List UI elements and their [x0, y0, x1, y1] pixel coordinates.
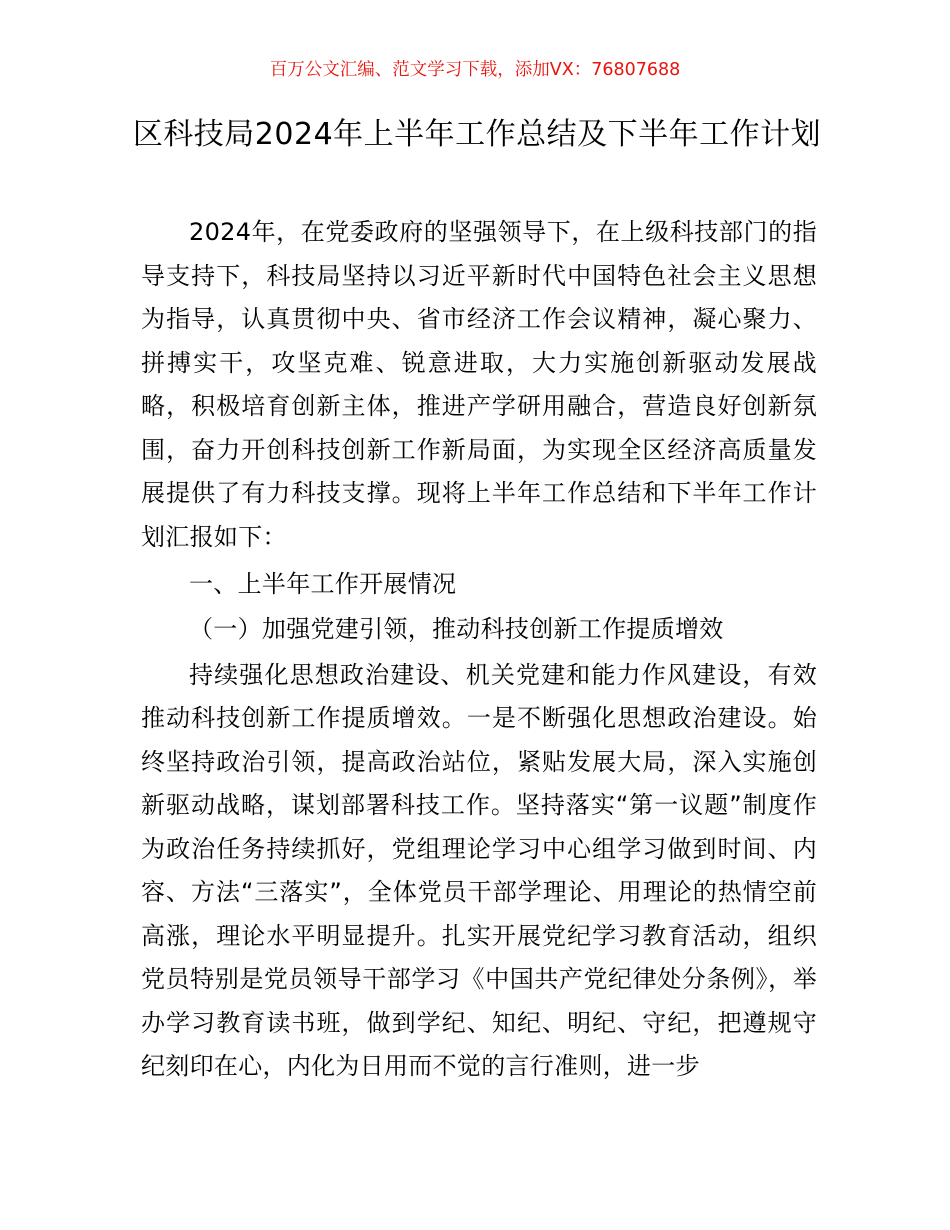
document-body	[141, 211, 817, 1089]
subsection-heading: （一）加强党建引领，推动科技创新工作提质增效	[189, 615, 724, 643]
section-heading: 一、上半年工作开展情况	[189, 569, 457, 598]
intro-paragraph: 2024年，在党委政府的坚强领导下，在上级科技部门的指导支持下，科技局坚持以习近平新时代中国特色社会主义思想为指导，认真贯彻中央、省市经济工作会议精神，凝心聚力、拼搏实干，攻坚克难、锐意进取，大力实施创新驱动发展战略，积极培育创新主体，推进产学研用融合，营造良好创新氛围，奋力开创科技创新工作新局面，为实现全区经济高质量发展提供了有力科技支撑。现将上半年工作总结和下半年工作计划汇报如下：	[141, 218, 817, 551]
document-title: 区科技局2024年上半年工作总结及下半年工作计划	[132, 117, 822, 152]
header-watermark: 百万公文汇编、范文学习下载，添加VX：76807688	[269, 60, 681, 80]
body-paragraph: 持续强化思想政治建设、机关党建和能力作风建设，有效推动科技创新工作提质增效。一是不断强化思想政治建设。始终坚持政治引领，提高政治站位，紧贴发展大局，深入实施创新驱动战略，谋划部署科技工作。坚持落实“第一议题”制度作为政治任务持续抓好，党组理论学习中心组学习做到时间、内容、方法“三落实”，全体党员干部学理论、用理论的热情空前高涨，理论水平明显提升。扎实开展党纪学习教育活动，组织党员特别是党员领导干部学习《中国共产党纪律处分条例》，举办学习教育读书班，做到学纪、知纪、明纪、守纪，把遵规守纪刻印在心，内化为日用而不觉的言行准则，进一步	[141, 660, 817, 1080]
